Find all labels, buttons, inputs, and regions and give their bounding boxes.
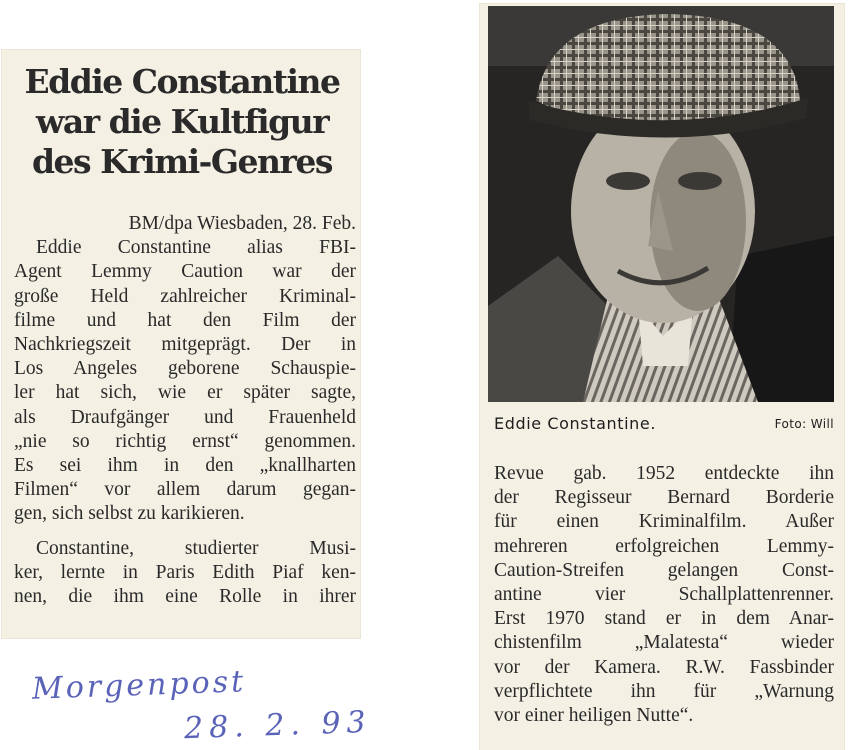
- text-line: für einen Kriminalfilm. Außer: [494, 511, 834, 533]
- text-line: große Held zahlreicher Kriminal-: [14, 285, 356, 307]
- text-line: chistenfilm „Malatesta“ wieder: [494, 632, 834, 654]
- text-line: mehreren erfolgreichen Lemmy-: [494, 535, 834, 557]
- text-line: nen, die ihm eine Rolle in ihrer: [14, 586, 356, 608]
- text-line: Caution-Streifen gelangen Const-: [494, 559, 834, 581]
- text-line: filme und hat den Film der: [14, 309, 356, 331]
- text-line: ker, lernte in Paris Edith Piaf ken-: [14, 561, 356, 583]
- text-line: gen, sich selbst zu karikieren.: [14, 503, 245, 525]
- headline-line: war die Kultfigur: [35, 102, 329, 141]
- headline: [10, 62, 354, 182]
- text-line: Filmen“ vor allem darum gegan-: [14, 479, 356, 501]
- text-line: vor der Kamera. R.W. Fassbinder: [494, 656, 834, 678]
- text-line: Los Angeles geborene Schauspie-: [14, 358, 356, 380]
- text-line: „nie so richtig ernst“ genommen.: [14, 430, 356, 452]
- text-line: antine vier Schallplattenrenner.: [494, 584, 834, 606]
- text-line: der Regisseur Bernard Borderie: [494, 487, 834, 509]
- photo-caption: [494, 414, 834, 438]
- handwritten-source: Morgenpost: [31, 664, 247, 707]
- text-line: Nachkriegszeit mitgeprägt. Der in: [14, 334, 356, 356]
- article-body-left: [14, 212, 356, 609]
- headline-line: des Krimi-Genres: [31, 142, 333, 181]
- text-line: Constantine, studierter Musi-: [36, 537, 356, 559]
- portrait-photo: [488, 6, 834, 402]
- text-line: als Draufgänger und Frauenheld: [14, 406, 356, 428]
- text-line: vor einer heiligen Nutte“.: [494, 705, 694, 727]
- text-line: Revue gab. 1952 entdeckte ihn: [494, 463, 834, 484]
- right-clipping: [480, 4, 844, 750]
- headline-line: Eddie Constantine: [24, 62, 340, 101]
- caption-name: Eddie Constantine.: [494, 414, 657, 433]
- text-line: verpflichtete ihn für „Warnung: [494, 680, 834, 702]
- text-line: Erst 1970 stand er in dem Anar-: [494, 608, 834, 630]
- text-line: Agent Lemmy Caution war der: [14, 261, 356, 283]
- left-clipping: [2, 50, 360, 638]
- text-line: BM/dpa Wiesbaden, 28. Feb.: [128, 213, 356, 234]
- article-body-right: [494, 462, 834, 728]
- text-line: ler hat sich, wie er später sagte,: [14, 382, 356, 404]
- photo-credit: Foto: Will: [774, 417, 834, 431]
- handwritten-date: 28. 2. 93: [183, 704, 373, 747]
- text-line: Es sei ihm in den „knallharten: [14, 455, 356, 477]
- text-line: Eddie Constantine alias FBI-: [36, 237, 356, 259]
